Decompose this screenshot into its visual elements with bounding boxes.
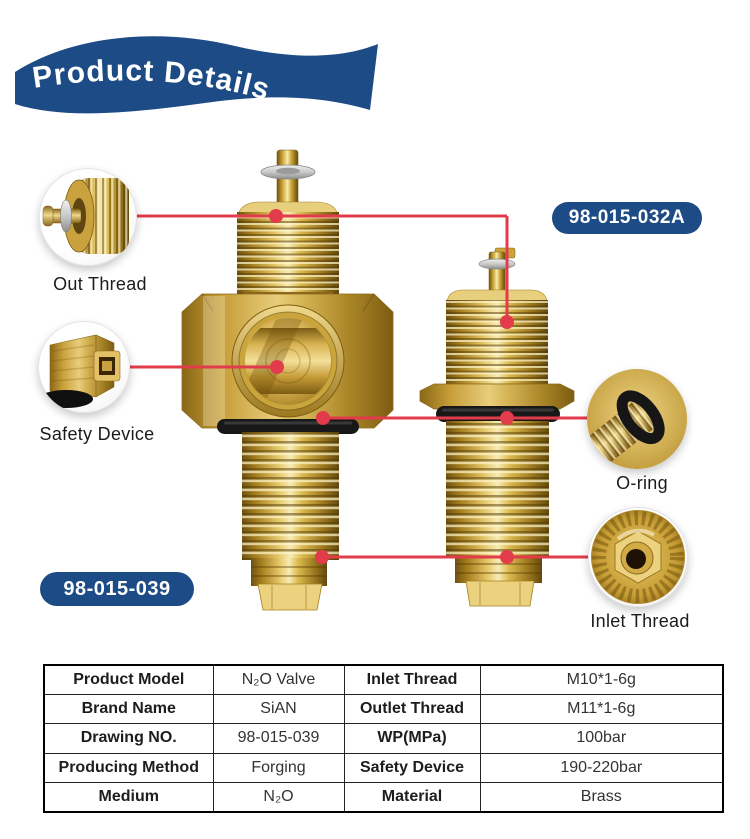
safety-device-label: Safety Device bbox=[39, 424, 155, 444]
annotation-dot bbox=[500, 315, 514, 329]
table-cell-value: 98-015-039 bbox=[213, 724, 344, 753]
annotation-dot bbox=[270, 360, 284, 374]
table-cell-value: N₂O Valve bbox=[213, 665, 344, 695]
o-ring-label: O-ring bbox=[616, 473, 668, 493]
safety-device-photo bbox=[38, 321, 130, 413]
table-cell-value: 100bar bbox=[480, 724, 723, 753]
inlet-thread-photo-circle bbox=[588, 507, 688, 607]
table-cell-value: SiAN bbox=[213, 695, 344, 724]
annotation-dot bbox=[315, 550, 329, 564]
table-row bbox=[44, 753, 723, 782]
table-cell-label: Drawing NO. bbox=[44, 724, 213, 753]
banner bbox=[0, 26, 390, 131]
table-cell-value: 190-220bar bbox=[480, 753, 723, 782]
table-row bbox=[44, 665, 723, 695]
table-cell-label: Safety Device bbox=[344, 753, 480, 782]
table-cell-value: Brass bbox=[480, 782, 723, 812]
annotation-dot bbox=[269, 209, 283, 223]
table-cell-label: Product Model bbox=[44, 665, 213, 695]
table-cell-label: Material bbox=[344, 782, 480, 812]
table-cell-value: M10*1-6g bbox=[480, 665, 723, 695]
o-ring-photo-circle bbox=[587, 369, 687, 469]
table-row bbox=[44, 695, 723, 724]
table-cell-value: Forging bbox=[213, 753, 344, 782]
table-row bbox=[44, 724, 723, 753]
table-cell-label: Brand Name bbox=[44, 695, 213, 724]
out-thread-photo bbox=[39, 168, 137, 266]
annotation-dot bbox=[500, 550, 514, 564]
inlet-thread-photo bbox=[588, 507, 688, 607]
table-row bbox=[44, 782, 723, 812]
o-ring-photo bbox=[587, 369, 687, 469]
part-number-badge-039: 98-015-039 bbox=[40, 572, 194, 606]
annotation-dot bbox=[500, 411, 514, 425]
banner-ribbon bbox=[0, 26, 390, 131]
spec-table bbox=[43, 664, 724, 813]
table-cell-label: Inlet Thread bbox=[344, 665, 480, 695]
table-cell-label: Producing Method bbox=[44, 753, 213, 782]
annotation-dot bbox=[316, 411, 330, 425]
table-cell-value: N₂O bbox=[213, 782, 344, 812]
valve-photo-98-015-039 bbox=[182, 150, 393, 610]
banner-title: Product Details bbox=[30, 54, 274, 107]
table-cell-label: WP(MPa) bbox=[344, 724, 480, 753]
out-thread-label: Out Thread bbox=[53, 274, 147, 294]
safety-device-photo-circle bbox=[38, 321, 130, 413]
inlet-thread-label: Inlet Thread bbox=[590, 611, 690, 631]
out-thread-photo-circle bbox=[39, 168, 137, 266]
table-cell-label: Outlet Thread bbox=[344, 695, 480, 724]
table-cell-label: Medium bbox=[44, 782, 213, 812]
valve-photo-98-015-032A bbox=[420, 248, 574, 606]
part-number-badge-032A: 98-015-032A bbox=[552, 202, 702, 234]
table-cell-value: M11*1-6g bbox=[480, 695, 723, 724]
